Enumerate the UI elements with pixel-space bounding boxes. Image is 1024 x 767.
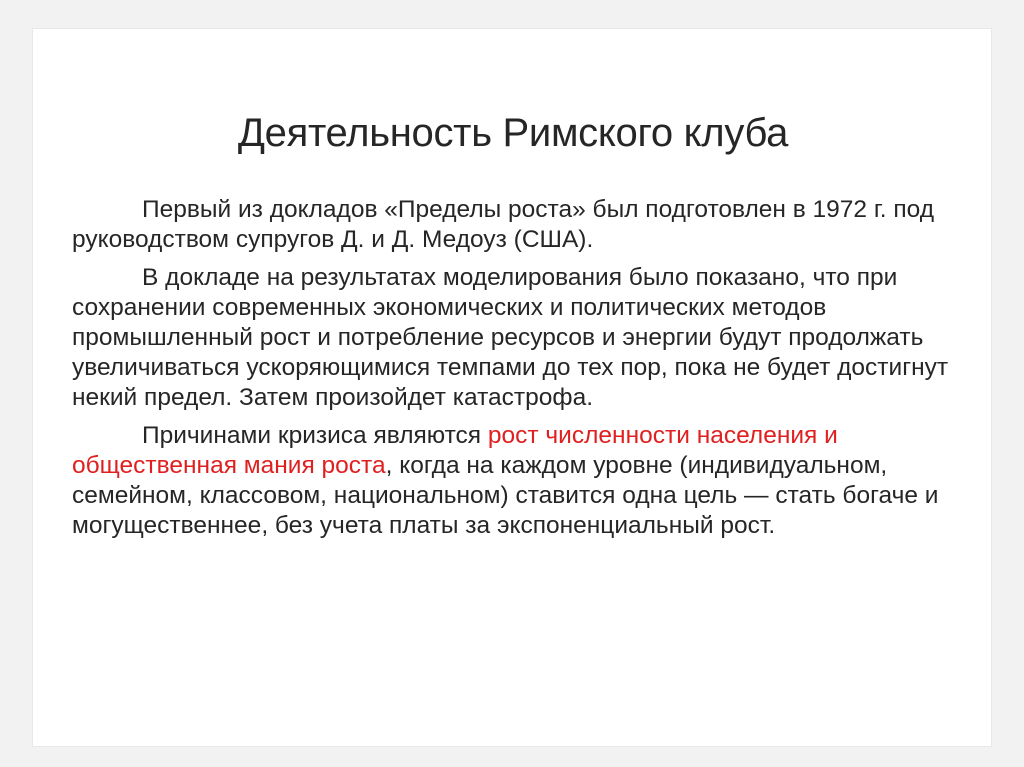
highlighted-text: рост численности населения и общественная мания роста	[72, 422, 838, 479]
paragraph-3	[72, 421, 962, 541]
paragraph-3-start: Причинами кризиса являются	[142, 422, 488, 449]
slide	[32, 28, 992, 747]
slide-title: Деятельность Римского клуба	[237, 111, 789, 155]
paragraph-3-end: , когда на каждом уровне (индивидуальном, семейном, классовом, национальном) ставится одна цель — стать богаче и могущественнее, без учета платы за экспоненциальный рост.	[72, 452, 939, 539]
paragraph-1: Первый из докладов «Пределы роста» был подготовлен в 1972 г. под руководством супругов Д. и Д. Медоуз (США).	[72, 196, 935, 253]
paragraph-2: В докладе на результатах моделирования было показано, что при сохранении современных экономических и политических методов промышленный рост и потребление ресурсов и энергии будут продолжать увеличиваться ускоряющимися темпами до тех пор, пока не будет достигнут некий предел. Затем произойдет катастрофа.	[72, 264, 949, 411]
slide-body	[72, 195, 962, 549]
